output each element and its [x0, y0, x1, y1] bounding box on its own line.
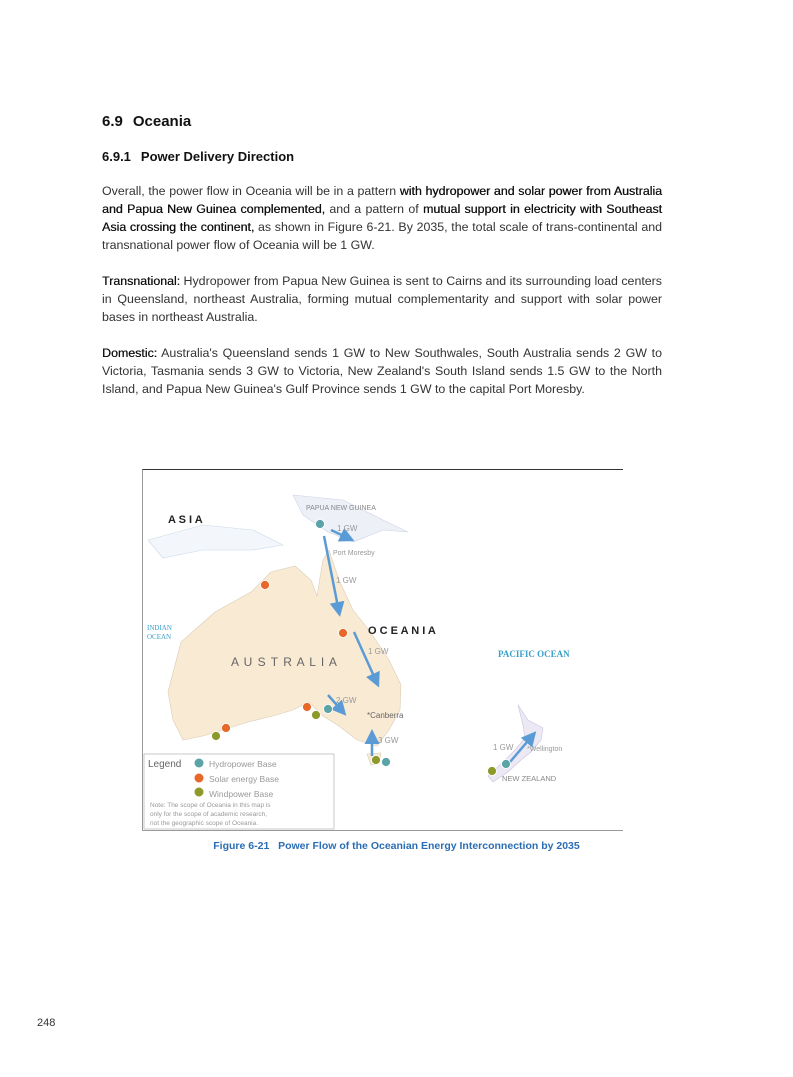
paragraph-domestic — [102, 344, 662, 398]
text: as shown in Figure 6-21. By 2035, the total scale of trans-continental and transnational power flow of Oceania will be 1 GW. — [102, 220, 663, 252]
solar-icon — [339, 629, 348, 638]
wind-icon — [195, 788, 204, 797]
caption-title: Power Flow of the Oceanian Energy Interconnection by 2035 — [278, 840, 580, 852]
flow-label: 2 GW — [336, 696, 357, 705]
text: and a pattern of — [325, 202, 423, 216]
canberra-name: Canberra — [370, 711, 404, 720]
emphasis: mutual support in electricity with Southeast Asia crossing the continent, — [102, 202, 662, 234]
legend-hydro: Hydropower Base — [209, 759, 277, 769]
section-title: Oceania — [132, 113, 192, 130]
label-new-zealand: NEW ZEALAND — [502, 774, 557, 783]
flow-label: 1 GW — [368, 647, 389, 656]
label-wellington: *Wellington — [527, 746, 563, 753]
subsection-number: 6.9.1 — [102, 149, 131, 164]
legend-note: not the geographic scope of Oceania. — [150, 820, 259, 827]
wind-icon — [312, 711, 321, 720]
label-pacific-ocean: PACIFIC OCEAN — [498, 649, 570, 659]
indonesia-islands — [148, 525, 283, 558]
text: Hydropower from Papua New Guinea is sent to Cairns and its surrounding load centers in Queensland, northeast Australia, forming mutual complementarity and support with solar power bases in northeast Australia. — [102, 274, 662, 324]
subsection-heading — [102, 149, 304, 164]
paragraph-transnational — [102, 272, 662, 326]
wind-icon — [372, 756, 381, 765]
legend-note: Note: The scope of Oceania in this map is — [150, 802, 271, 809]
legend-wind: Windpower Base — [209, 789, 274, 799]
hydropower-icon — [502, 760, 511, 769]
paragraph-overall — [102, 182, 662, 254]
label-asia: A S I A — [168, 514, 203, 526]
label-indian-ocean-2: OCEAN — [147, 633, 172, 641]
label-australia: A U S T R A L I A — [231, 655, 338, 669]
legend-solar: Solar energy Base — [209, 774, 279, 784]
flow-label: 3 GW — [378, 736, 399, 745]
lead: Domestic: — [102, 346, 158, 360]
section-heading — [102, 113, 201, 130]
page-number: 248 — [37, 1017, 56, 1029]
hydropower-icon — [316, 520, 325, 529]
wellington-name: Wellington — [529, 746, 563, 753]
solar-icon — [195, 774, 204, 783]
flow-label: 1 GW — [337, 524, 358, 533]
subsection-title: Power Delivery Direction — [140, 149, 295, 164]
text: Australia's Queensland sends 1 GW to New Southwales, South Australia sends 2 GW to Victoria, Tasmania sends 3 GW to Victoria, New Zealand's South Island sends 1.5 GW to the North Island, and Papua New Guinea's Gulf Province sends 1 GW to the capital Port Moresby. — [102, 346, 662, 396]
label-port-moresby: Port Moresby — [333, 550, 375, 557]
label-png: PAPUA NEW GUINEA — [306, 505, 376, 512]
hydropower-icon — [324, 705, 333, 714]
hydropower-icon — [195, 759, 204, 768]
oceania-power-flow-map — [142, 469, 623, 831]
legend — [144, 754, 334, 829]
flow-label: 1 GW — [336, 576, 357, 585]
solar-icon — [222, 724, 231, 733]
label-oceania: O C E A N I A — [368, 625, 436, 637]
wind-icon — [212, 732, 221, 741]
png-land — [293, 495, 408, 542]
section-number: 6.9 — [102, 113, 123, 130]
solar-icon — [261, 581, 270, 590]
legend-title: Legend — [148, 759, 182, 770]
hydropower-icon — [382, 758, 391, 767]
label-canberra: *Canberra — [367, 711, 404, 720]
caption-number: Figure 6-21 — [213, 840, 270, 852]
lead: Transnational: — [102, 274, 181, 288]
flow-label: 1 GW — [493, 743, 514, 752]
text: Overall, the power flow in Oceania will be in a pattern — [102, 184, 400, 198]
figure-caption — [0, 840, 793, 852]
solar-icon — [303, 703, 312, 712]
legend-note: only for the scope of academic research, — [150, 811, 268, 818]
emphasis: with hydropower and solar power from Australia and Papua New Guinea complemented, — [102, 184, 662, 216]
label-indian-ocean: INDIAN — [147, 624, 172, 632]
wind-icon — [488, 767, 497, 776]
